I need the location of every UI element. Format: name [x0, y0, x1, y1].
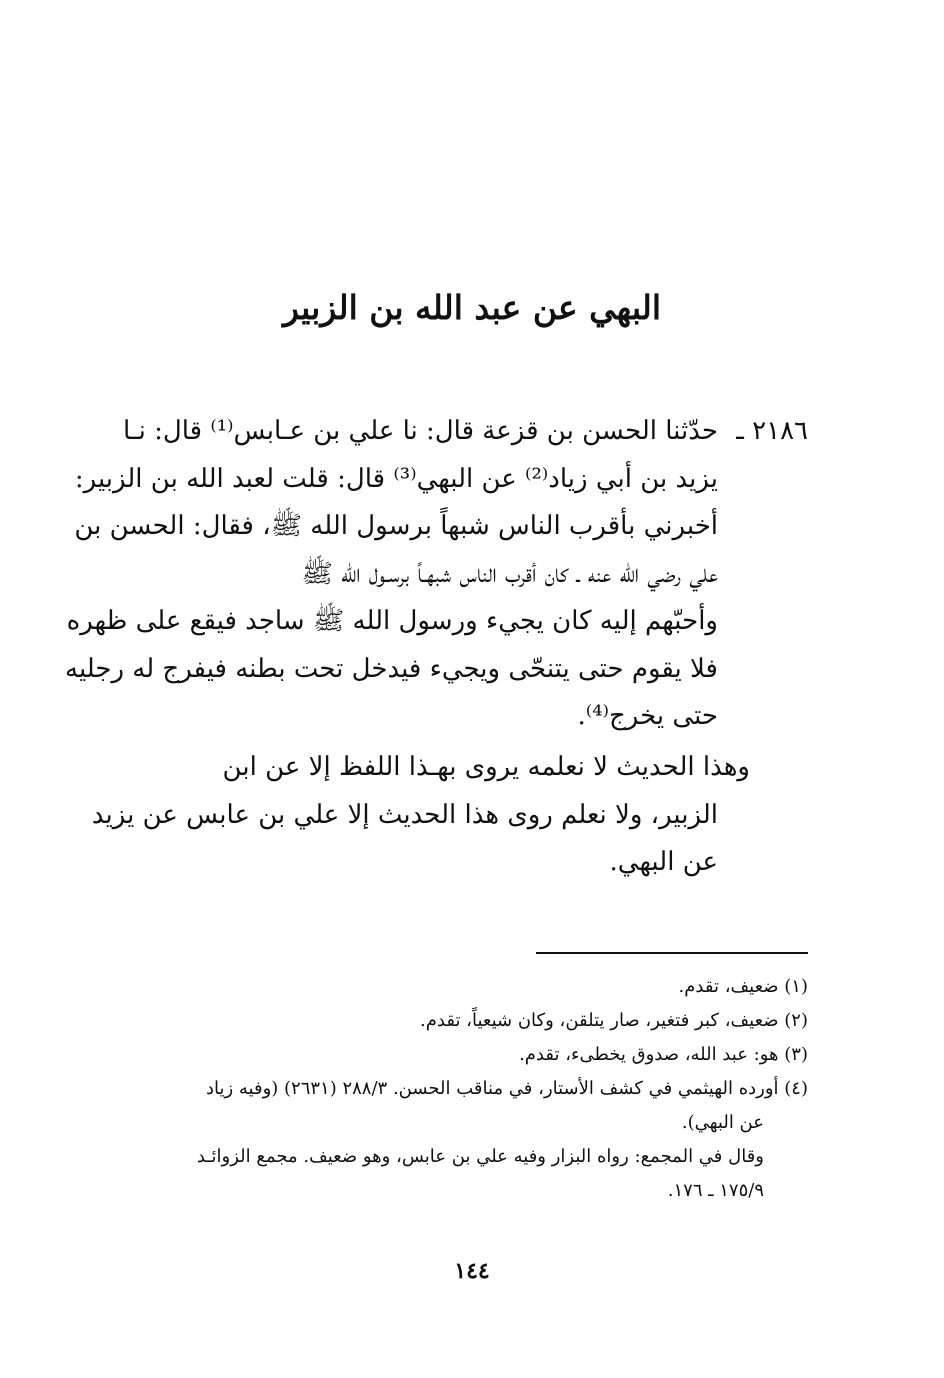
- section-heading: البهي عن عبد الله بن الزبير: [282, 288, 662, 327]
- comment-line: الزبير، ولا نعلم روى هذا الحديث إلا علي بن عابس عن يزيد: [91, 799, 718, 830]
- hadith-line: حتى يخرج⁽⁴⁾.: [577, 701, 718, 731]
- page-number: ١٤٤: [454, 1258, 490, 1284]
- footnote-4-majma-pages: ١٧٥/٩ ـ ١٧٦.: [667, 1180, 764, 1201]
- comment-line: عن البهي.: [609, 847, 718, 877]
- footnote-4-continuation: عن البهي).: [681, 1112, 764, 1133]
- hadith-line: علي رضي الله عنه ـ كان أقرب الناس شبهـاً برسـول الله ﷺ: [301, 558, 718, 589]
- footnote-1: (١) ضعيف، تقدم.: [678, 976, 808, 997]
- hadith-line: وأحبّهم إليه كان يجيء ورسول الله ﷺ ساجد فيقع على ظهره: [66, 606, 718, 636]
- hadith-line: أخبرني بأقرب الناس شبهاً برسول الله ﷺ، فقال: الحسن بن: [74, 511, 718, 541]
- footnote-divider: [536, 952, 808, 954]
- hadith-block: [65, 408, 808, 741]
- footnotes: [108, 970, 808, 1208]
- hadith-number: ٢١٨٦ ـ: [736, 416, 808, 446]
- comment-line: وهذا الحديث لا نعلمه يروى بهـذا اللفظ إلا عن ابن: [222, 752, 750, 782]
- footnote-4: (٤) أورده الهيثمي في كشف الأستار، في مناقب الحسن. ٢٨٨/٣ (٢٦٣١) (وفيه زياد: [205, 1078, 808, 1099]
- hadith-line: حدّثنا الحسن بن قزعة قال: نا علي بن عـابس⁽¹⁾ قال: نـا: [123, 416, 718, 446]
- hadith-line: يزيد بن أبي زياد⁽²⁾ عن البهي⁽³⁾ قال: قلت لعبد الله بن الزبير:: [74, 463, 718, 494]
- footnote-4-majma: وقال في المجمع: رواه البزار وفيه علي بن عابس، وهو ضعيف. مجمع الزوائـد: [196, 1146, 764, 1167]
- author-comment: [91, 744, 808, 887]
- footnote-2: (٢) ضعيف، كبر فتغير، صار يتلقن، وكان شيعياً، تقدم.: [420, 1010, 808, 1031]
- hadith-line: فلا يقوم حتى يتنحّى ويجيء فيدخل تحت بطنه فيفرج له رجليه: [65, 653, 718, 684]
- footnote-3: (٣) هو: عبد الله، صدوق يخطىء، تقدم.: [519, 1044, 808, 1065]
